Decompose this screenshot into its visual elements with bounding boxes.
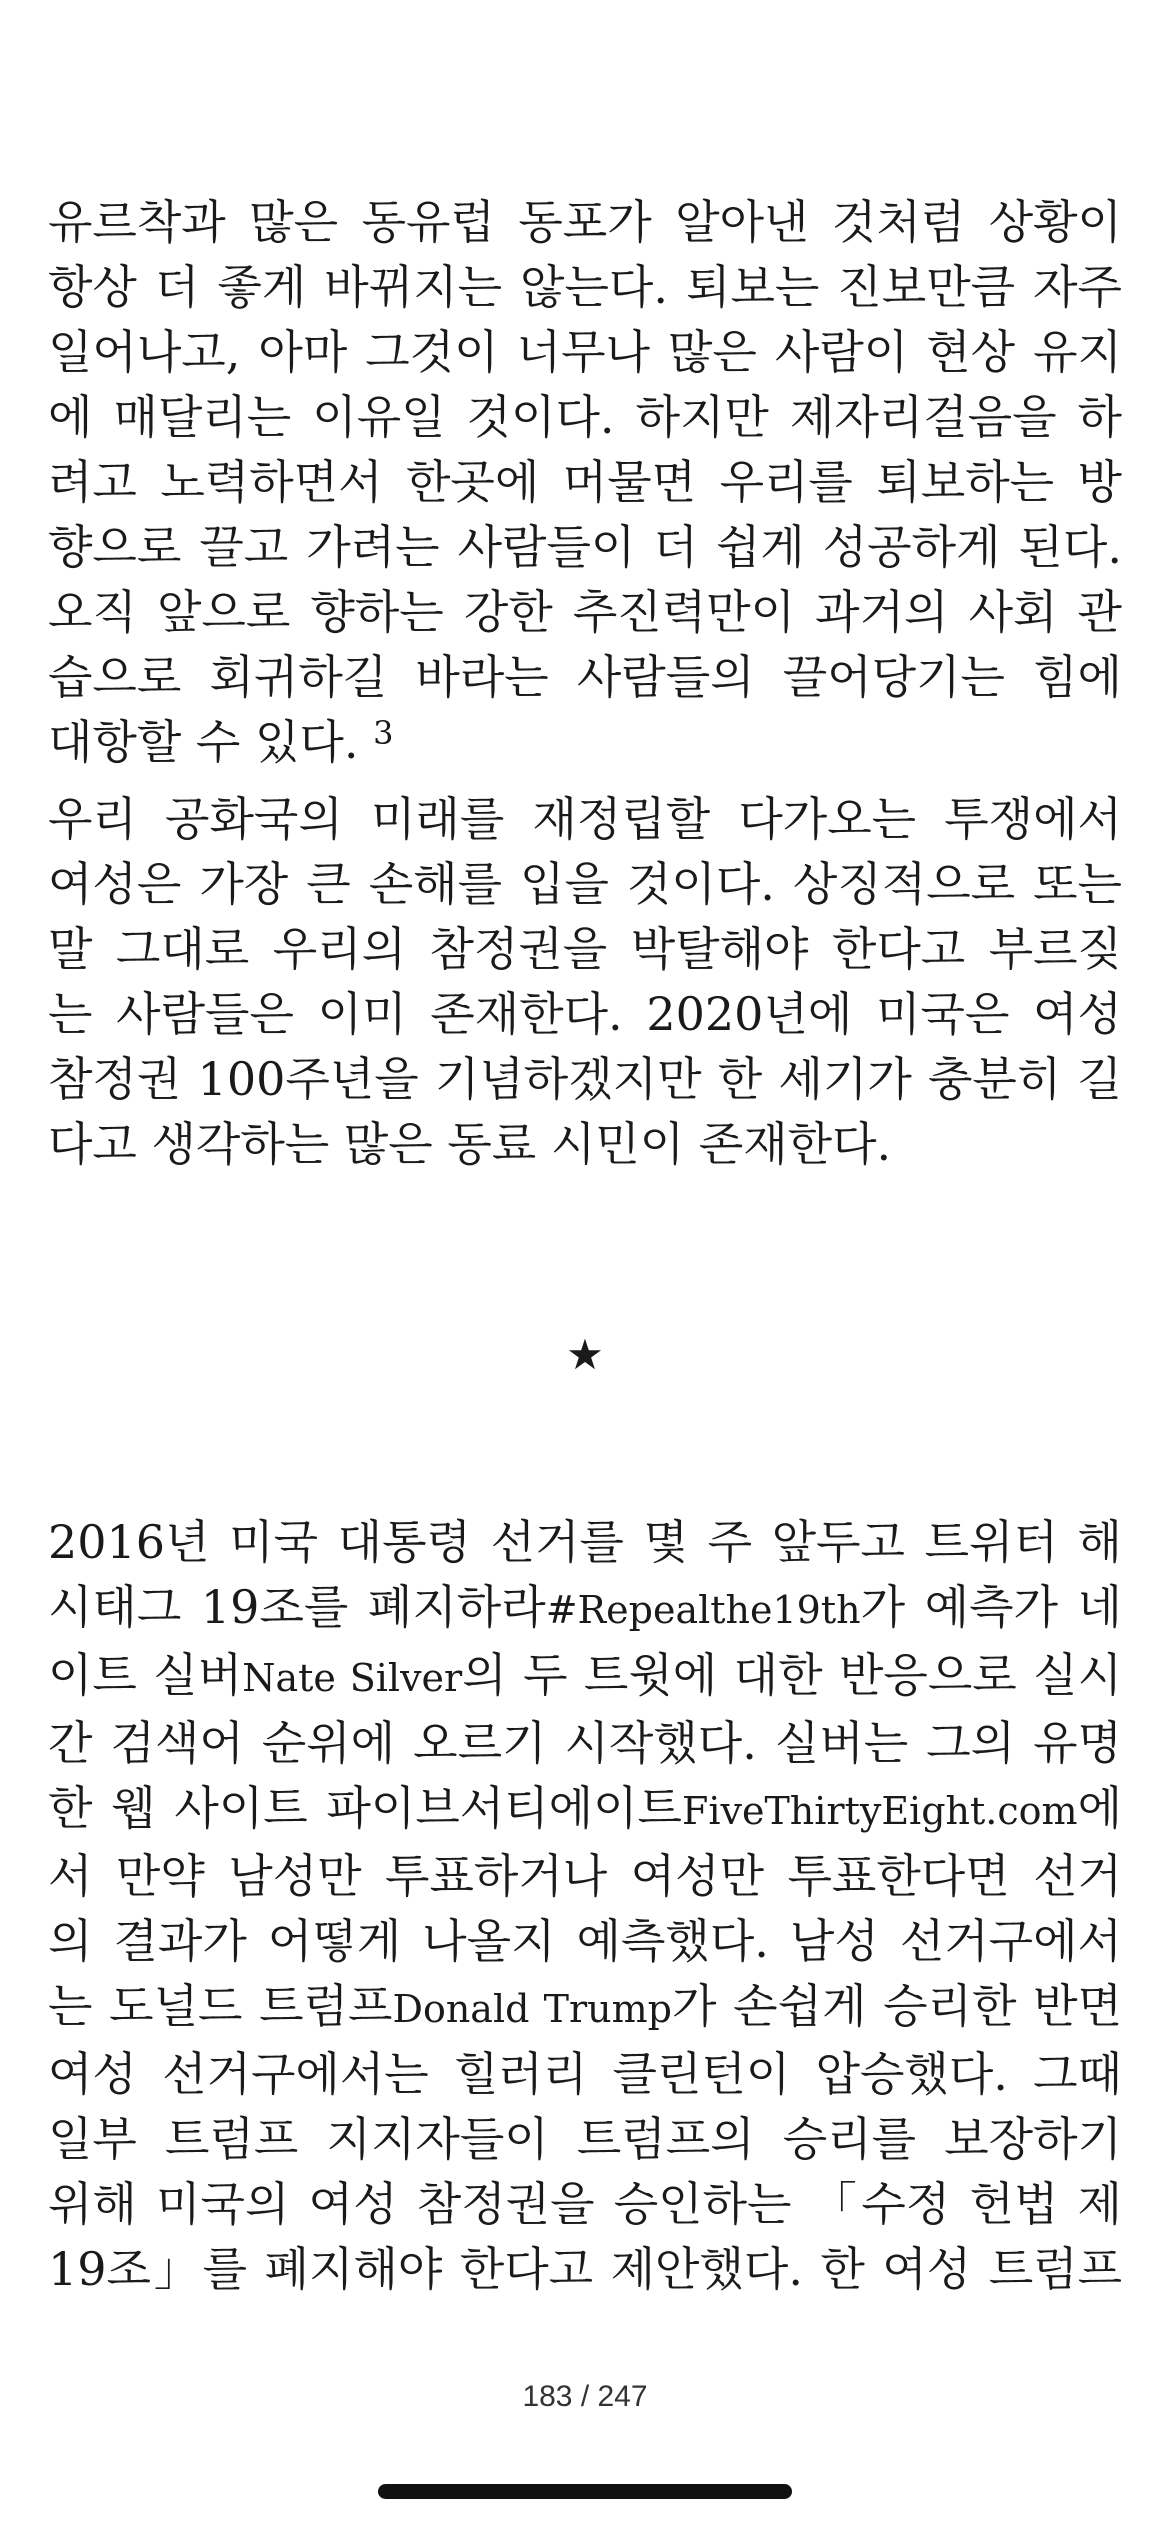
paragraph-2 xyxy=(48,787,1122,1177)
text-line: 여성 선거구에서는 힐러리 클린턴이 압승했다. 그때 xyxy=(48,2047,1122,2101)
text-line: 다고 생각하는 많은 동료 시민이 존재한다. xyxy=(48,1117,892,1171)
text-line xyxy=(48,710,1122,775)
text-line xyxy=(48,1974,1122,2042)
text-segment: 는 도널드 트럼프 xyxy=(48,1979,393,2033)
text-line xyxy=(48,1575,1122,1643)
text-line: 일부 트럼프 지지자들이 트럼프의 승리를 보장하기 xyxy=(48,2112,1122,2166)
text-line: 2016년 미국 대통령 선거를 몇 주 앞두고 트위터 해 xyxy=(48,1515,1122,1569)
latin-name: FiveThirtyEight.com xyxy=(681,1789,1078,1833)
page-number: 183 / 247 xyxy=(522,2380,648,2413)
reader-page-bottom xyxy=(48,1510,1122,2302)
home-indicator[interactable] xyxy=(378,2484,792,2499)
text-line: 항상 더 좋게 바뀌지는 않는다. 퇴보는 진보만큼 자주 xyxy=(48,260,1122,314)
text-line: 향으로 끌고 가려는 사람들이 더 쉽게 성공하게 된다. xyxy=(48,520,1122,574)
text-line: 서 만약 남성만 투표하거나 여성만 투표한다면 선거 xyxy=(48,1849,1122,1903)
text-line: 는 사람들은 이미 존재한다. 2020년에 미국은 여성 xyxy=(48,987,1122,1041)
reader-page-top xyxy=(48,190,1122,1177)
paragraph-3 xyxy=(48,1510,1122,2302)
text-line: 여성은 가장 큰 손해를 입을 것이다. 상징적으로 또는 xyxy=(48,857,1122,911)
text-line: 유르착과 많은 동유럽 동포가 알아낸 것처럼 상황이 xyxy=(48,195,1122,249)
text-line: 간 검색어 순위에 오르기 시작했다. 실버는 그의 유명 xyxy=(48,1716,1122,1770)
text-line: 위해 미국의 여성 참정권을 승인하는 「수정 헌법 제 xyxy=(48,2177,1122,2231)
text-line: 습으로 회귀하길 바라는 사람들의 끌어당기는 힘에 xyxy=(48,650,1122,704)
hashtag-text: #Repealthe19th xyxy=(545,1588,861,1632)
text-segment: 에 xyxy=(1077,1781,1122,1835)
text-line: 에 매달리는 이유일 것이다. 하지만 제자리걸음을 하 xyxy=(48,390,1122,444)
latin-name: Donald Trump xyxy=(392,1987,672,2031)
latin-name: Nate Silver xyxy=(242,1656,463,1700)
text-segment: 시태그 19조를 폐지하라 xyxy=(48,1580,546,1634)
text-segment: 한 웹 사이트 파이브서티에이트 xyxy=(48,1781,682,1835)
text-line: 일어나고, 아마 그것이 너무나 많은 사람이 현상 유지 xyxy=(48,325,1122,379)
text-line: 우리 공화국의 미래를 재정립할 다가오는 투쟁에서 xyxy=(48,792,1122,846)
text-segment: 의 두 트윗에 대한 반응으로 실시 xyxy=(462,1648,1123,1702)
text-line: 오직 앞으로 향하는 강한 추진력만이 과거의 사회 관 xyxy=(48,585,1122,639)
text-line xyxy=(48,1776,1122,1844)
text-line: 의 결과가 어떻게 나올지 예측했다. 남성 선거구에서 xyxy=(48,1914,1122,1968)
text-line-content: 대항할 수 있다. xyxy=(48,715,359,769)
text-line: 참정권 100주년을 기념하겠지만 한 세기가 충분히 길 xyxy=(48,1052,1122,1106)
text-line: 19조」를 폐지해야 한다고 제안했다. 한 여성 트럼프 xyxy=(48,2242,1122,2296)
section-separator-star-icon: ★ xyxy=(566,1330,604,1379)
text-line: 려고 노력하면서 한곳에 머물면 우리를 퇴보하는 방 xyxy=(48,455,1122,509)
text-segment: 가 손쉽게 승리한 반면 xyxy=(671,1979,1123,2033)
footnote-marker[interactable]: 3 xyxy=(373,714,394,752)
text-line: 말 그대로 우리의 참정권을 박탈해야 한다고 부르짖 xyxy=(48,922,1122,976)
text-segment: 이트 실버 xyxy=(48,1648,243,1702)
paragraph-1 xyxy=(48,190,1122,775)
text-segment: 가 예측가 네 xyxy=(860,1580,1122,1634)
text-line xyxy=(48,1643,1122,1711)
